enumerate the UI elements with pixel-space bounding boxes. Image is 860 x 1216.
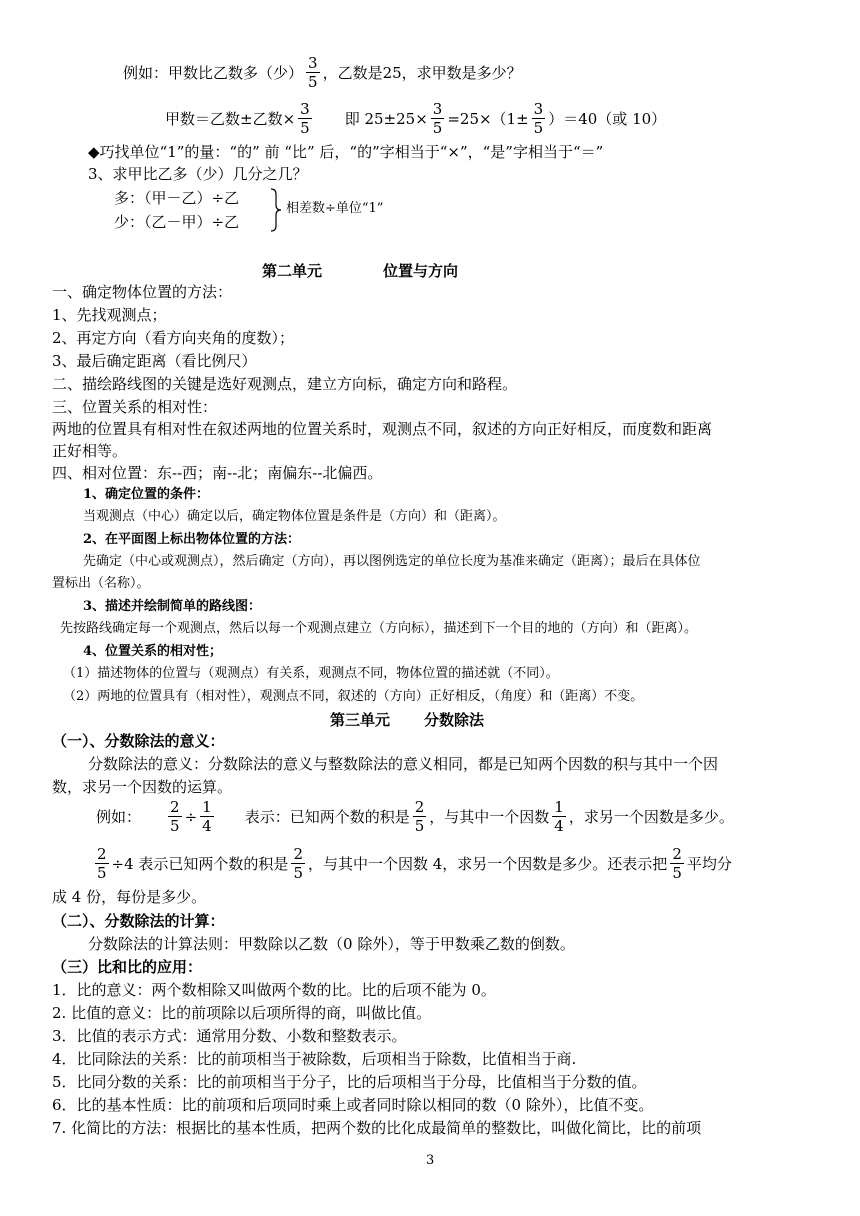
unit3-title-left: 第三单元 (330, 711, 391, 729)
fraction-one-fourth: $\frac{1}{4}$ (202, 798, 212, 835)
section-heading: （一）、分数除法的意义： (52, 732, 225, 750)
paragraph: 当观测点（中心）确定以后，确定物体位置是条件是（方向）和（距离）。 (83, 509, 506, 524)
fraction-two-fifths: $\frac{2}{5}$ (293, 845, 303, 882)
subheading: 1、确定位置的条件： (83, 487, 210, 502)
paragraph: 成 4 份，每份是多少。 (52, 888, 207, 906)
ratio-item: 5．比同分数的关系：比的前项相当于分子，比的后项相当于分母，比值相当于分数的值。 (52, 1073, 647, 1091)
paragraph: 分数除法的计算法则：甲数除以乙数（0 除外），等于甲数乘乙数的倒数。 (88, 935, 575, 953)
formula-line (165, 100, 666, 137)
example-text: ÷4 表示已知两个数的积是 (111, 854, 289, 873)
formula-part: =25×（1± (447, 109, 529, 128)
fraction-two-fifths: $\frac{2}{5}$ (97, 845, 107, 882)
example-text: ，求另一个因数是多少。 (568, 807, 734, 826)
example-suffix: ，乙数是25，求甲数是多少？ (322, 63, 522, 82)
example-label: 例如： (96, 807, 142, 826)
paragraph: （2）两地的位置具有（相对性），观测点不同，叙述的（方向）正好相反，（角度）和（距离）不变。 (63, 689, 644, 704)
unit2-line: 三、位置关系的相对性： (52, 398, 218, 416)
less-formula: 少：（乙－甲）÷乙 (114, 213, 240, 231)
unit3-title-right: 分数除法 (424, 711, 485, 729)
subheading: 2、在平面图上标出物体位置的方法： (83, 532, 301, 547)
fraction-two-fifths: $\frac{2}{5}$ (414, 798, 425, 835)
page-number: 3 (426, 1153, 435, 1168)
more-formula: 多：（甲－乙）÷乙 (114, 189, 240, 207)
fraction-two-fifths: $\frac{2}{5}$ (672, 845, 682, 882)
example-text: ，与其中一个因数 (429, 807, 550, 826)
brace-text: 相差数÷单位“1” (286, 201, 384, 216)
fraction-three-fifths: $\frac{3}{5}$ (308, 54, 318, 91)
ratio-item: 3．比值的表示方式：通常用分数、小数和整数表示。 (52, 1027, 407, 1045)
fraction-three-fifths: $\frac{3}{5}$ (300, 100, 310, 137)
ratio-item: 1．比的意义：两个数相除又叫做两个数的比。比的后项不能为 0。 (52, 981, 496, 999)
unit2-line: 二、描绘路线图的关键是选好观测点，建立方向标，确定方向和路程。 (52, 375, 518, 393)
unit2-line: 四、相对位置：东--西；南--北；南偏东--北偏西。 (52, 464, 383, 482)
example-text: 平均分 (686, 854, 732, 873)
ratio-item: 2. 比值的意义：比的前项除以后项所得的商，叫做比值。 (52, 1004, 432, 1022)
paragraph: 置标出（名称）。 (52, 576, 150, 591)
paragraph: 数，求另一个因数的运算。 (52, 778, 233, 796)
paragraph: 分数除法的意义：分数除法的意义与整数除法的意义相同，都是已知两个因数的积与其中一个因 (88, 755, 719, 773)
unit2-line: 1、先找观测点； (52, 306, 167, 324)
paragraph: 先按路线确定每一个观测点，然后以每一个观测点建立（方向标），描述到下一个目的地的（方向）和（距离）。 (60, 621, 698, 636)
formula-part: 即 25±25× (344, 109, 428, 128)
subheading: 4、位置关系的相对性； (83, 644, 223, 659)
fraction-three-fifths: $\frac{3}{5}$ (533, 100, 544, 137)
tip-line: ◆巧找单位“1”的量：“的” 前 “比” 后，“的”字相当于“×”，“是”字相当于“＝” (88, 143, 604, 161)
unit2-title-left: 第二单元 (262, 262, 323, 280)
division-sign: ÷ (184, 807, 198, 826)
fraction-three-fifths: $\frac{3}{5}$ (432, 100, 443, 137)
unit2-line: 3、最后确定距离（看比例尺） (52, 352, 257, 370)
section-heading: （二）、分数除法的计算： (52, 912, 225, 930)
question-3: 3、求甲比乙多（少）几分之几？ (88, 165, 308, 183)
fraction-one-fourth: $\frac{1}{4}$ (554, 798, 564, 835)
ratio-item: 6．比的基本性质：比的前项和后项同时乘上或者同时除以相同的数（0 除外），比值不变。 (52, 1096, 654, 1114)
example-line (123, 54, 522, 91)
paragraph: （1）描述物体的位置与（观测点）有关系，观测点不同，物体位置的描述就（不同）。 (63, 666, 559, 681)
brace-icon (269, 188, 283, 232)
example-text: 表示：已知两个数的积是 (244, 807, 410, 826)
example-prefix: 例如：甲数比乙数多（少） (123, 63, 304, 82)
unit2-line: 一、确定物体位置的方法： (52, 283, 233, 301)
ratio-item: 4．比同除法的关系：比的前项相当于被除数，后项相当于除数，比值相当于商. (52, 1050, 577, 1068)
paragraph: 先确定（中心或观测点），然后确定（方向），再以图例选定的单位长度为基准来确定（距离）；最后在具体位 (83, 554, 701, 569)
unit2-line: 正好相等。 (52, 442, 128, 460)
ratio-item: 7. 化简比的方法：根据比的基本性质，把两个数的比化成最简单的整数比，叫做化简比，比的前项 (52, 1119, 702, 1137)
section-heading: （三）比和比的应用： (52, 958, 203, 976)
unit2-line: 两地的位置具有相对性在叙述两地的位置关系时，观测点不同，叙述的方向正好相反，而度数和距离 (52, 420, 713, 438)
fraction-two-fifths: $\frac{2}{5}$ (170, 798, 180, 835)
unit2-title-right: 位置与方向 (383, 262, 459, 280)
example-division (96, 798, 734, 835)
example-text: ，与其中一个因数 4，求另一个因数是多少。还表示把 (307, 854, 668, 873)
example-two (92, 845, 732, 882)
unit2-line: 2、再定方向（看方向夹角的度数）； (52, 329, 295, 347)
formula-part: ）＝40（或 10） (548, 109, 667, 128)
formula-part: 甲数＝乙数±乙数× (165, 109, 296, 128)
subheading: 3、描述并绘制简单的路线图： (83, 599, 262, 614)
